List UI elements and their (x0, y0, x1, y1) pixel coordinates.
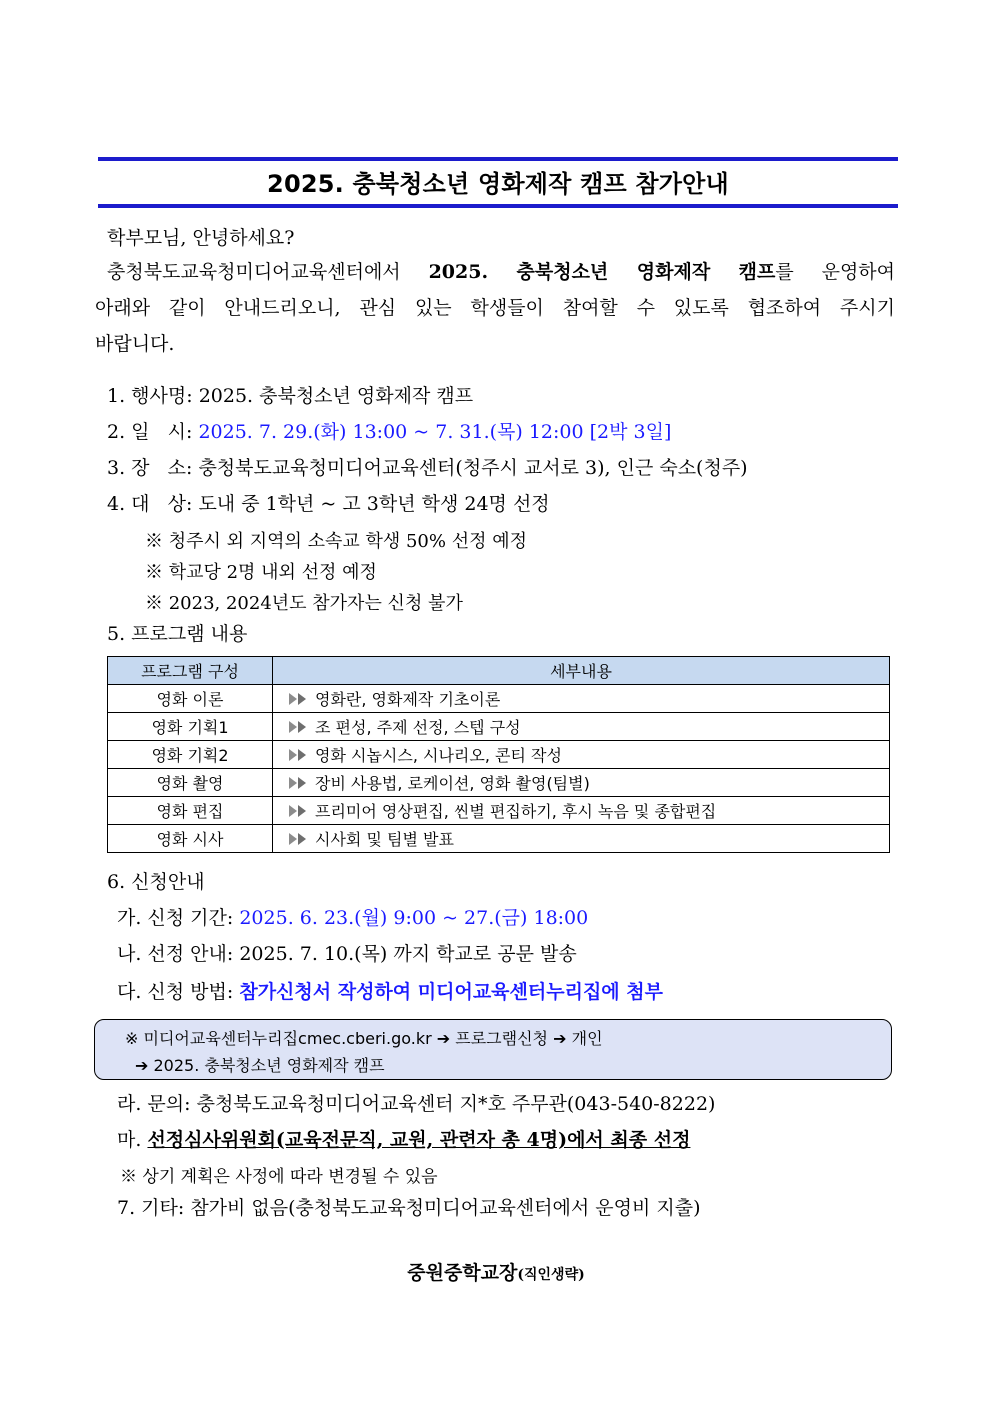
program-name: 영화 촬영 (108, 769, 273, 797)
arrow-right-icon: ➔ (553, 1029, 567, 1048)
arrow-right-icon: ➔ (436, 1029, 451, 1048)
selection-item (117, 942, 577, 966)
program-name: 영화 기획1 (108, 713, 273, 741)
program-detail-cell (273, 685, 890, 713)
page-title: 2025. 충북청소년 영화제작 캠프 참가안내 (267, 170, 729, 198)
intro-line-2: 아래와 같이 안내드리오니, 관심 있는 학생들이 참여할 수 있도록 협조하여 주시기 (95, 297, 895, 319)
double-arrow-icon (287, 776, 311, 790)
method-item (117, 980, 663, 1004)
etc-value: 참가비 없음(충청북도교육청미디어교육센터에서 운영비 지출) (190, 1197, 701, 1219)
program-detail-cell (273, 741, 890, 769)
application-notice-box (94, 1019, 892, 1080)
column-header: 세부내용 (273, 657, 890, 685)
intro-line-3: 바랍니다. (95, 333, 175, 355)
table-row (108, 713, 890, 741)
final-value: 선정심사위원회(교육전문직, 교원, 관련자 총 4명)에서 최종 선정 (147, 1129, 691, 1151)
period-value: 2025. 6. 23.(월) 9:00 ~ 27.(금) 18:00 (239, 907, 589, 929)
event-label: 1. 행사명: (107, 385, 193, 407)
program-detail: 장비 사용법, 로케이션, 영화 촬영(팀별) (315, 774, 590, 793)
program-detail-cell (273, 713, 890, 741)
event-item (107, 384, 473, 408)
signature-name: 중원중학교장 (407, 1262, 518, 1284)
notice-line-1 (125, 1026, 603, 1049)
date-item (107, 420, 671, 444)
table-header-row (108, 657, 890, 685)
double-arrow-icon (287, 720, 311, 734)
method-value: 참가신청서 작성하여 미디어교육센터누리집에 첨부 (239, 981, 663, 1003)
table-row (108, 797, 890, 825)
notice-step-program: 프로그램신청 (455, 1029, 549, 1048)
table-row (108, 825, 890, 853)
period-label: 가. 신청 기간: (117, 907, 234, 929)
event-value: 2025. 충북청소년 영화제작 캠프 (198, 385, 474, 407)
table-row (108, 685, 890, 713)
notice-line-2 (135, 1053, 385, 1076)
program-detail: 시사회 및 팀별 발표 (315, 830, 454, 849)
program-detail: 영화란, 영화제작 기초이론 (315, 690, 501, 709)
target-label: 4. 대 상: (107, 493, 193, 515)
signature (0, 1258, 992, 1285)
program-detail: 영화 시놉시스, 시나리오, 콘티 작성 (315, 746, 562, 765)
program-name: 영화 이론 (108, 685, 273, 713)
table-row (108, 741, 890, 769)
signature-note: (직인생략) (517, 1267, 585, 1283)
greeting: 학부모님, 안녕하세요? (107, 227, 295, 249)
program-detail-cell (273, 825, 890, 853)
contact-item (117, 1092, 715, 1116)
place-item (107, 456, 748, 480)
double-arrow-icon (287, 692, 311, 706)
column-header: 프로그램 구성 (108, 657, 273, 685)
intro-event-name: 2025. 충북청소년 영화제작 캠프 (428, 261, 776, 283)
change-note: ※ 상기 계획은 사정에 따라 변경될 수 있음 (120, 1167, 438, 1187)
final-label: 마. (117, 1129, 142, 1151)
final-selection-item (117, 1128, 690, 1152)
contact-label: 라. 문의: (117, 1093, 191, 1115)
notice-step-individual: 개인 (571, 1029, 603, 1048)
place-label: 3. 장 소: (107, 457, 193, 479)
intro-lead: 충청북도교육청미디어교육센터에서 (107, 261, 401, 283)
target-note: ※ 청주시 외 지역의 소속교 학생 50% 선정 예정 (145, 531, 527, 552)
program-detail: 프리미어 영상편집, 씬별 편집하기, 후시 녹음 및 종합편집 (315, 802, 717, 821)
target-note: ※ 2023, 2024년도 참가자는 신청 불가 (145, 593, 463, 614)
arrow-right-icon: ➔ (135, 1056, 149, 1075)
notice-step-camp: 2025. 충북청소년 영화제작 캠프 (153, 1056, 385, 1075)
date-label: 2. 일 시: (107, 421, 193, 443)
program-heading: 5. 프로그램 내용 (107, 623, 248, 645)
table-row (108, 769, 890, 797)
title-rule-top (98, 157, 898, 161)
etc-item (117, 1196, 700, 1220)
title-rule-bottom (98, 204, 898, 208)
target-item (107, 492, 550, 516)
target-note: ※ 학교당 2명 내외 선정 예정 (145, 562, 377, 583)
contact-value: 충청북도교육청미디어교육센터 지*호 주무관(043-540-8222) (196, 1093, 716, 1115)
double-arrow-icon (287, 804, 311, 818)
method-label: 다. 신청 방법: (117, 981, 234, 1003)
selection-label: 나. 선정 안내: (117, 943, 234, 965)
application-heading: 6. 신청안내 (107, 871, 205, 893)
program-detail-cell (273, 797, 890, 825)
selection-value: 2025. 7. 10.(목) 까지 학교로 공문 발송 (239, 943, 577, 965)
program-name: 영화 시사 (108, 825, 273, 853)
period-item (117, 906, 588, 930)
intro-tail: 를 운영하여 (775, 261, 896, 283)
intro-line-1 (107, 260, 895, 284)
program-table (107, 656, 890, 853)
double-arrow-icon (287, 832, 311, 846)
double-arrow-icon (287, 748, 311, 762)
target-value: 도내 중 1학년 ~ 고 3학년 학생 24명 선정 (198, 493, 550, 515)
place-value: 충청북도교육청미디어교육센터(청주시 교서로 3), 인근 숙소(청주) (198, 457, 748, 479)
etc-label: 7. 기타: (117, 1197, 185, 1219)
notice-prefix: ※ 미디어교육센터누리집cmec.cberi.go.kr (125, 1029, 432, 1048)
program-name: 영화 기획2 (108, 741, 273, 769)
program-name: 영화 편집 (108, 797, 273, 825)
date-value: 2025. 7. 29.(화) 13:00 ~ 7. 31.(목) 12:00 [2박 3일] (198, 421, 672, 443)
program-detail-cell (273, 769, 890, 797)
program-detail: 조 편성, 주제 선정, 스텝 구성 (315, 718, 521, 737)
